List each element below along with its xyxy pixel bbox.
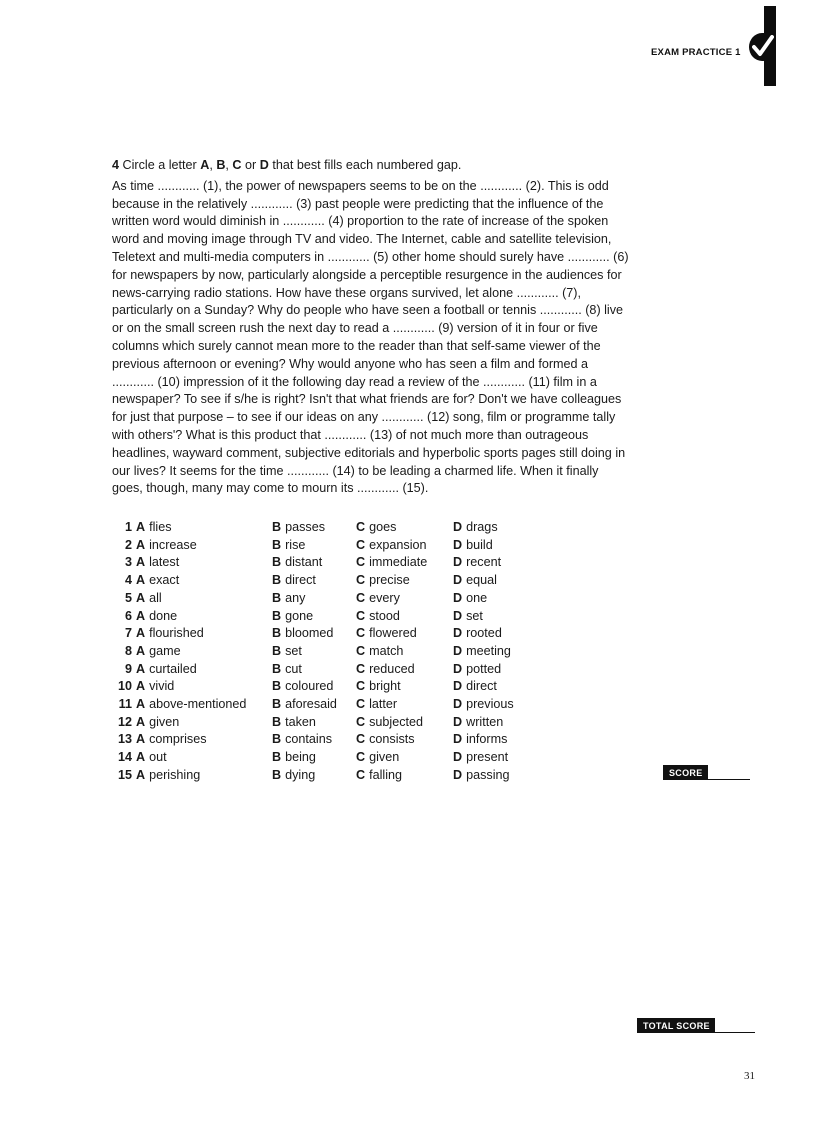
question-number: 7 xyxy=(124,626,132,641)
option-letter: C xyxy=(356,537,366,552)
question-number: 15 xyxy=(117,767,132,782)
option-c[interactable] xyxy=(356,608,453,626)
option-d[interactable] xyxy=(453,572,543,590)
option-c[interactable] xyxy=(356,678,453,696)
option-text: perishing xyxy=(149,767,201,782)
option-text: previous xyxy=(466,697,514,712)
option-text: passing xyxy=(466,767,510,782)
option-c[interactable] xyxy=(356,767,453,785)
option-letter: D xyxy=(453,697,463,712)
option-a[interactable] xyxy=(136,696,272,714)
option-text: increase xyxy=(149,537,197,552)
option-text: present xyxy=(466,750,509,765)
option-text: dying xyxy=(285,767,316,782)
option-letter: C xyxy=(356,608,366,623)
option-letter: C xyxy=(356,661,366,676)
option-text: stood xyxy=(369,608,400,623)
option-d[interactable] xyxy=(453,678,543,696)
option-b[interactable] xyxy=(272,537,356,555)
checkmark-icon xyxy=(749,33,775,61)
option-row xyxy=(112,714,543,732)
option-text: gone xyxy=(285,608,314,623)
option-text: flies xyxy=(149,520,172,534)
option-text: above-mentioned xyxy=(149,697,247,712)
option-b[interactable] xyxy=(272,554,356,572)
option-d[interactable] xyxy=(453,714,543,732)
option-letter: B xyxy=(272,732,282,747)
option-text: rooted xyxy=(466,626,502,641)
question-number: 2 xyxy=(124,537,132,552)
option-letter: B xyxy=(272,679,282,694)
option-c[interactable] xyxy=(356,519,453,537)
option-text: all xyxy=(149,590,162,605)
option-row xyxy=(112,731,543,749)
option-c[interactable] xyxy=(356,554,453,572)
option-row xyxy=(112,678,543,696)
option-letter: B xyxy=(272,697,282,712)
option-a[interactable] xyxy=(136,678,272,696)
total-score-box xyxy=(637,1018,755,1033)
option-d[interactable] xyxy=(453,643,543,661)
option-text: drags xyxy=(466,520,498,534)
question-number: 3 xyxy=(124,555,132,570)
option-text: reduced xyxy=(369,661,415,676)
option-letter: C xyxy=(356,679,366,694)
option-d[interactable] xyxy=(453,749,543,767)
gap-fill-passage: As time ............ (1), the power of newspapers seems to be on the ............ (2). This is odd because in the relatively ............ (3) past people were predicting that the influence of the written word would diminish in ............ (4) proportion to the rate of increase of the spoken word and moving image through TV and video. The Internet, cable and satellite television, Teletext and multi-media computers in ............ (5) other home should surely have ............ (6) for newspapers by now, particularly alongside a perceptible resurgence in the audiences for news-carrying radio stations. How have these organs survived, let alone ............ (7), particularly on a Sunday? Why do people who have seen a football or tennis ............ (8) live or on the small screen rush the next day to read a ............ (9) version of it in four or five columns which surely cannot mean more to the reader than that self-same viewer of the previous afternoon or evening? Why would anyone who has seen a film and formed a ............ (10) impression of it the following day read a review of the ............ (11) film in a newspaper? To see if s/he is right? Isn't that what friends are for? Don't we have colleagues for just that purpose – to see if our ideas on any ............ (12) song, film or programme tally with others'? What is this product that ............ (13) of not much more than outrageous headlines, wayward comment, subjective editorials and hyperbolic sports pages still doing in our lives? It seems for the time ............ (14) to be leading a charmed life. When it finally goes, though, many may come to mourn its ............ (15). xyxy=(112,178,629,496)
option-d[interactable] xyxy=(453,625,543,643)
option-text: game xyxy=(149,643,181,658)
option-d[interactable] xyxy=(453,696,543,714)
option-letter: B xyxy=(272,661,282,676)
option-letter: B xyxy=(272,573,282,588)
option-text: latest xyxy=(149,555,180,570)
question-number: 14 xyxy=(117,750,132,765)
option-letter: D xyxy=(453,573,463,588)
option-letter: B xyxy=(272,750,282,765)
option-b[interactable] xyxy=(272,643,356,661)
option-d[interactable] xyxy=(453,608,543,626)
option-letter: D xyxy=(453,608,463,623)
question-number: 4 xyxy=(124,573,132,588)
option-letter: B xyxy=(272,555,282,570)
option-text: immediate xyxy=(369,555,428,570)
option-text: flourished xyxy=(149,626,204,641)
option-text: taken xyxy=(285,714,316,729)
option-d[interactable] xyxy=(453,537,543,555)
option-text: precise xyxy=(369,573,410,588)
option-text: out xyxy=(149,750,167,765)
option-a[interactable] xyxy=(136,554,272,572)
option-text: consists xyxy=(369,732,415,747)
option-text: being xyxy=(285,750,316,765)
option-letter: C xyxy=(356,714,366,729)
option-b[interactable] xyxy=(272,519,356,537)
option-text: build xyxy=(466,537,493,552)
option-text: latter xyxy=(369,697,398,712)
option-letter: C xyxy=(356,643,366,658)
section-label: EXAM PRACTICE 1 xyxy=(651,47,741,58)
option-letter: D xyxy=(453,520,463,534)
question-number: 9 xyxy=(124,661,132,676)
option-letter: D xyxy=(453,626,463,641)
option-letter: A xyxy=(136,573,146,588)
option-c[interactable] xyxy=(356,643,453,661)
total-score-entry-line[interactable] xyxy=(715,1032,755,1033)
option-letter: D xyxy=(453,767,463,782)
option-letter: A xyxy=(136,750,146,765)
option-text: coloured xyxy=(285,679,334,694)
answer-options-table xyxy=(112,519,543,785)
option-text: done xyxy=(149,608,178,623)
option-text: exact xyxy=(149,573,180,588)
score-label: SCORE xyxy=(663,765,708,780)
option-a[interactable] xyxy=(136,608,272,626)
option-text: cut xyxy=(285,661,302,676)
question-number: 5 xyxy=(124,590,132,605)
total-score-label: TOTAL SCORE xyxy=(637,1018,715,1033)
option-a[interactable] xyxy=(136,749,272,767)
option-letter: A xyxy=(136,537,146,552)
option-letter: D xyxy=(453,661,463,676)
option-a[interactable] xyxy=(136,590,272,608)
option-letter: D xyxy=(453,679,463,694)
option-letter: A xyxy=(136,590,146,605)
option-d[interactable] xyxy=(453,519,543,537)
option-c[interactable] xyxy=(356,625,453,643)
option-c[interactable] xyxy=(356,537,453,555)
option-letter: B xyxy=(272,714,282,729)
option-a[interactable] xyxy=(136,519,272,537)
page-number: 31 xyxy=(744,1070,755,1082)
option-b[interactable] xyxy=(272,767,356,785)
question-number: 13 xyxy=(117,732,132,747)
option-letter: A xyxy=(136,608,146,623)
option-letter: C xyxy=(356,732,366,747)
option-row xyxy=(112,572,543,590)
option-text: equal xyxy=(466,573,497,588)
option-row xyxy=(112,554,543,572)
option-a[interactable] xyxy=(136,731,272,749)
option-a[interactable] xyxy=(136,572,272,590)
option-text: recent xyxy=(466,555,502,570)
option-text: given xyxy=(369,750,400,765)
option-letter: D xyxy=(453,732,463,747)
option-letter: A xyxy=(136,520,146,534)
question-number: 6 xyxy=(124,608,132,623)
option-c[interactable] xyxy=(356,696,453,714)
option-d[interactable] xyxy=(453,661,543,679)
option-d[interactable] xyxy=(453,554,543,572)
option-c[interactable] xyxy=(356,572,453,590)
option-text: vivid xyxy=(149,679,175,694)
option-text: falling xyxy=(369,767,403,782)
option-letter: B xyxy=(272,626,282,641)
option-row xyxy=(112,537,543,555)
option-letter: C xyxy=(356,750,366,765)
option-a[interactable] xyxy=(136,661,272,679)
question-number: 12 xyxy=(117,714,132,729)
option-b[interactable] xyxy=(272,572,356,590)
option-letter: B xyxy=(272,643,282,658)
option-letter: D xyxy=(453,555,463,570)
option-b[interactable] xyxy=(272,678,356,696)
option-text: set xyxy=(466,608,483,623)
option-letter: A xyxy=(136,643,146,658)
option-row xyxy=(112,696,543,714)
option-a[interactable] xyxy=(136,643,272,661)
option-b[interactable] xyxy=(272,749,356,767)
option-b[interactable] xyxy=(272,661,356,679)
option-text: contains xyxy=(285,732,333,747)
option-letter: A xyxy=(136,732,146,747)
option-text: subjected xyxy=(369,714,424,729)
option-a[interactable] xyxy=(136,537,272,555)
option-a[interactable] xyxy=(136,714,272,732)
question-number: 8 xyxy=(124,643,132,658)
option-letter: A xyxy=(136,767,146,782)
option-letter: B xyxy=(272,537,282,552)
option-letter: A xyxy=(136,679,146,694)
option-row xyxy=(112,608,543,626)
option-text: one xyxy=(466,590,488,605)
option-text: aforesaid xyxy=(285,697,337,712)
option-a[interactable] xyxy=(136,767,272,785)
option-a[interactable] xyxy=(136,625,272,643)
option-letter: D xyxy=(453,537,463,552)
option-b[interactable] xyxy=(272,731,356,749)
option-text: direct xyxy=(466,679,497,694)
option-row xyxy=(112,767,543,785)
option-letter: C xyxy=(356,520,366,534)
option-row xyxy=(112,590,543,608)
option-row xyxy=(112,625,543,643)
option-letter: D xyxy=(453,750,463,765)
option-letter: D xyxy=(453,714,463,729)
option-b[interactable] xyxy=(272,696,356,714)
option-text: meeting xyxy=(466,643,511,658)
option-d[interactable] xyxy=(453,731,543,749)
question-number: 10 xyxy=(117,679,132,694)
option-text: every xyxy=(369,590,400,605)
option-text: match xyxy=(369,643,404,658)
option-b[interactable] xyxy=(272,590,356,608)
option-text: rise xyxy=(285,537,306,552)
option-letter: A xyxy=(136,555,146,570)
option-letter: A xyxy=(136,626,146,641)
option-text: expansion xyxy=(369,537,427,552)
option-letter: B xyxy=(272,590,282,605)
option-letter: D xyxy=(453,643,463,658)
option-c[interactable] xyxy=(356,749,453,767)
option-d[interactable] xyxy=(453,590,543,608)
option-text: bloomed xyxy=(285,626,334,641)
exercise-block xyxy=(112,157,632,498)
option-letter: C xyxy=(356,573,366,588)
option-letter: A xyxy=(136,714,146,729)
option-text: informs xyxy=(466,732,508,747)
option-letter: A xyxy=(136,661,146,676)
exercise-number: 4 xyxy=(112,158,120,172)
option-row xyxy=(112,749,543,767)
option-text: goes xyxy=(369,520,397,534)
option-letter: B xyxy=(272,608,282,623)
option-letter: C xyxy=(356,767,366,782)
option-b[interactable] xyxy=(272,625,356,643)
option-c[interactable] xyxy=(356,714,453,732)
option-letter: A xyxy=(136,697,146,712)
option-row xyxy=(112,519,543,537)
option-letter: B xyxy=(272,520,282,534)
option-text: any xyxy=(285,590,306,605)
option-text: distant xyxy=(285,555,323,570)
option-text: bright xyxy=(369,679,401,694)
option-letter: C xyxy=(356,590,366,605)
option-text: curtailed xyxy=(149,661,197,676)
question-number: 11 xyxy=(118,697,132,712)
option-letter: D xyxy=(453,590,463,605)
option-letter: C xyxy=(356,555,366,570)
question-number: 1 xyxy=(124,520,132,534)
option-c[interactable] xyxy=(356,590,453,608)
option-row xyxy=(112,661,543,679)
option-d[interactable] xyxy=(453,767,543,785)
option-b[interactable] xyxy=(272,714,356,732)
option-text: direct xyxy=(285,573,316,588)
option-text: comprises xyxy=(149,732,207,747)
option-c[interactable] xyxy=(356,731,453,749)
option-letter: B xyxy=(272,767,282,782)
score-entry-line[interactable] xyxy=(708,779,750,780)
option-text: set xyxy=(285,643,302,658)
option-row xyxy=(112,643,543,661)
option-c[interactable] xyxy=(356,661,453,679)
option-text: written xyxy=(466,714,504,729)
option-text: given xyxy=(149,714,180,729)
option-letter: C xyxy=(356,697,366,712)
option-text: passes xyxy=(285,520,326,534)
option-letter: C xyxy=(356,626,366,641)
exercise-instruction: 4 Circle a letter A, B, C or D that best fills each numbered gap. xyxy=(112,158,462,172)
option-b[interactable] xyxy=(272,608,356,626)
score-box xyxy=(663,765,750,780)
option-text: potted xyxy=(466,661,502,676)
option-text: flowered xyxy=(369,626,417,641)
